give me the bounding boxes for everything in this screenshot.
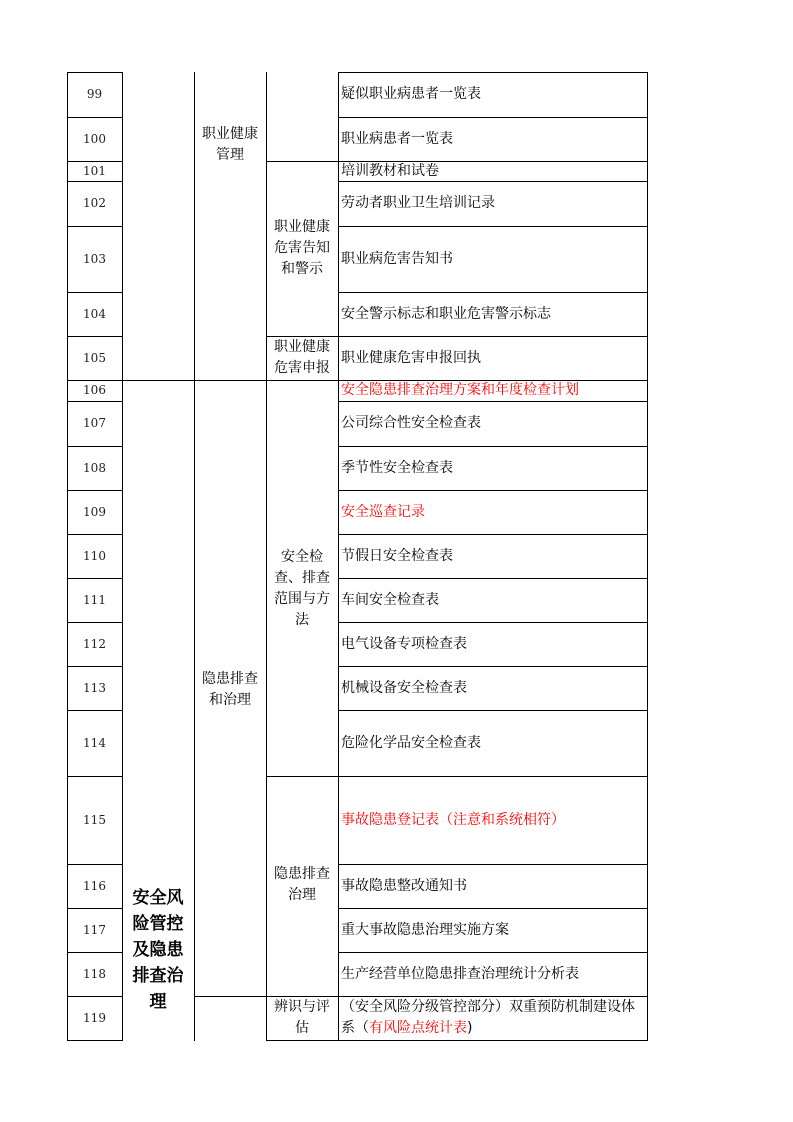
border-h <box>67 161 123 162</box>
row-number: 119 <box>83 1010 106 1025</box>
row-number: 101 <box>83 163 106 178</box>
border-h <box>67 864 123 865</box>
item-text: 职业健康危害申报回执 <box>341 349 481 366</box>
row-number: 104 <box>83 306 106 321</box>
item-text: 车间安全检查表 <box>341 591 439 608</box>
border-h <box>338 490 648 491</box>
category-level3-hazard-declaration: 职业健康危害申报 <box>274 339 330 376</box>
row-number: 114 <box>83 735 106 750</box>
border-h <box>67 622 123 623</box>
row-number: 113 <box>83 680 106 695</box>
item-text: 重大事故隐患治理实施方案 <box>341 921 509 938</box>
item-text-red-part: 有风险点统计表 <box>369 1020 467 1036</box>
row-number: 107 <box>83 416 106 430</box>
border-h <box>67 996 123 997</box>
item-text: 安全警示标志和职业危害警示标志 <box>341 305 551 322</box>
border-h <box>67 908 123 909</box>
row-number: 111 <box>83 592 106 607</box>
border-v-col4 <box>338 72 339 1041</box>
row-number: 115 <box>83 812 106 827</box>
border-h <box>338 401 648 402</box>
item-text: 培训教材和试卷 <box>341 162 439 179</box>
item-text-highlighted: 安全隐患排查治理方案和年度检查计划 <box>341 382 579 398</box>
item-text-highlighted: 安全巡查记录 <box>341 503 425 520</box>
item-text-prefix: （安全风险分级管控部分）双重预防机制建设体系（ <box>341 999 635 1036</box>
row-number: 110 <box>83 548 106 563</box>
border-h <box>67 534 123 535</box>
border-h <box>338 864 648 865</box>
row-number: 117 <box>83 922 106 937</box>
category-level3-inspection-scope: 安全检查、排查范围与方法 <box>274 548 330 628</box>
border-h <box>67 181 123 182</box>
border-h-top-num <box>67 72 123 73</box>
item-text: 电气设备专项检查表 <box>341 635 467 652</box>
border-h <box>194 996 648 997</box>
row-number: 106 <box>83 383 106 397</box>
item-text: 机械设备安全检查表 <box>341 679 467 696</box>
border-v-col5 <box>647 72 648 1041</box>
border-h <box>67 666 123 667</box>
border-h <box>67 336 123 337</box>
border-h <box>338 622 648 623</box>
border-h-bottom <box>266 1040 648 1041</box>
border-h <box>338 710 648 711</box>
row-number: 112 <box>83 636 106 651</box>
item-text: 职业病患者一览表 <box>341 130 453 147</box>
border-h-top-item <box>338 72 648 73</box>
category-level3-hazard-notice: 职业健康危害告知和警示 <box>274 219 330 277</box>
border-h <box>67 292 123 293</box>
category-level3-hazard-governance: 隐患排查治理 <box>274 866 330 903</box>
border-h <box>338 292 648 293</box>
border-h <box>67 490 123 491</box>
border-h <box>338 117 648 118</box>
border-h <box>266 776 648 777</box>
category-level2-occupational-health: 职业健康管理 <box>202 126 258 163</box>
category-level1-risk-control: 安全风险管控及隐患排查治理 <box>132 888 184 1012</box>
border-h <box>338 181 648 182</box>
border-h <box>338 666 648 667</box>
item-text: 职业病危害告知书 <box>341 250 453 267</box>
border-h <box>67 226 123 227</box>
border-v-col3 <box>266 72 267 1041</box>
border-v-col1 <box>122 72 123 1041</box>
row-number: 118 <box>83 966 106 981</box>
row-number: 100 <box>83 131 106 146</box>
row-number: 99 <box>86 87 103 101</box>
border-h <box>266 161 648 162</box>
border-h <box>67 710 123 711</box>
border-h <box>67 446 123 447</box>
category-level3-identify-assess: 辨识与评估 <box>274 999 330 1036</box>
border-h <box>338 446 648 447</box>
border-h <box>67 117 123 118</box>
border-h-section <box>67 380 648 381</box>
border-h <box>338 908 648 909</box>
border-h <box>67 776 123 777</box>
row-number: 109 <box>83 504 106 519</box>
category-level2-hazard-inspection: 隐患排查和治理 <box>202 671 258 708</box>
border-h <box>338 534 648 535</box>
item-text-suffix: ) <box>467 1020 473 1036</box>
border-v-col0 <box>67 72 68 1041</box>
row-number: 108 <box>83 460 106 475</box>
item-text-mixed <box>338 996 647 1040</box>
border-h-bottom <box>67 1040 123 1041</box>
item-text: 危险化学品安全检查表 <box>341 734 481 751</box>
item-text: 疑似职业病患者一览表 <box>341 86 481 102</box>
item-text: 生产经营单位隐患排查治理统计分析表 <box>341 965 579 982</box>
item-text: 事故隐患整改通知书 <box>341 877 467 894</box>
row-number: 116 <box>83 878 106 893</box>
item-text: 季节性安全检查表 <box>341 459 453 476</box>
border-h <box>67 401 123 402</box>
row-number: 105 <box>83 350 106 365</box>
item-text: 节假日安全检查表 <box>341 547 453 564</box>
row-number: 103 <box>83 251 106 266</box>
border-h <box>338 578 648 579</box>
border-h <box>338 952 648 953</box>
border-v-col2 <box>194 72 195 1041</box>
item-text: 公司综合性安全检查表 <box>341 415 481 431</box>
item-text-highlighted: 事故隐患登记表（注意和系统相符） <box>341 811 565 828</box>
item-text: 劳动者职业卫生培训记录 <box>341 195 495 211</box>
border-h <box>338 226 648 227</box>
border-h <box>67 578 123 579</box>
border-h <box>266 336 648 337</box>
border-h <box>67 952 123 953</box>
row-number: 102 <box>83 196 106 210</box>
